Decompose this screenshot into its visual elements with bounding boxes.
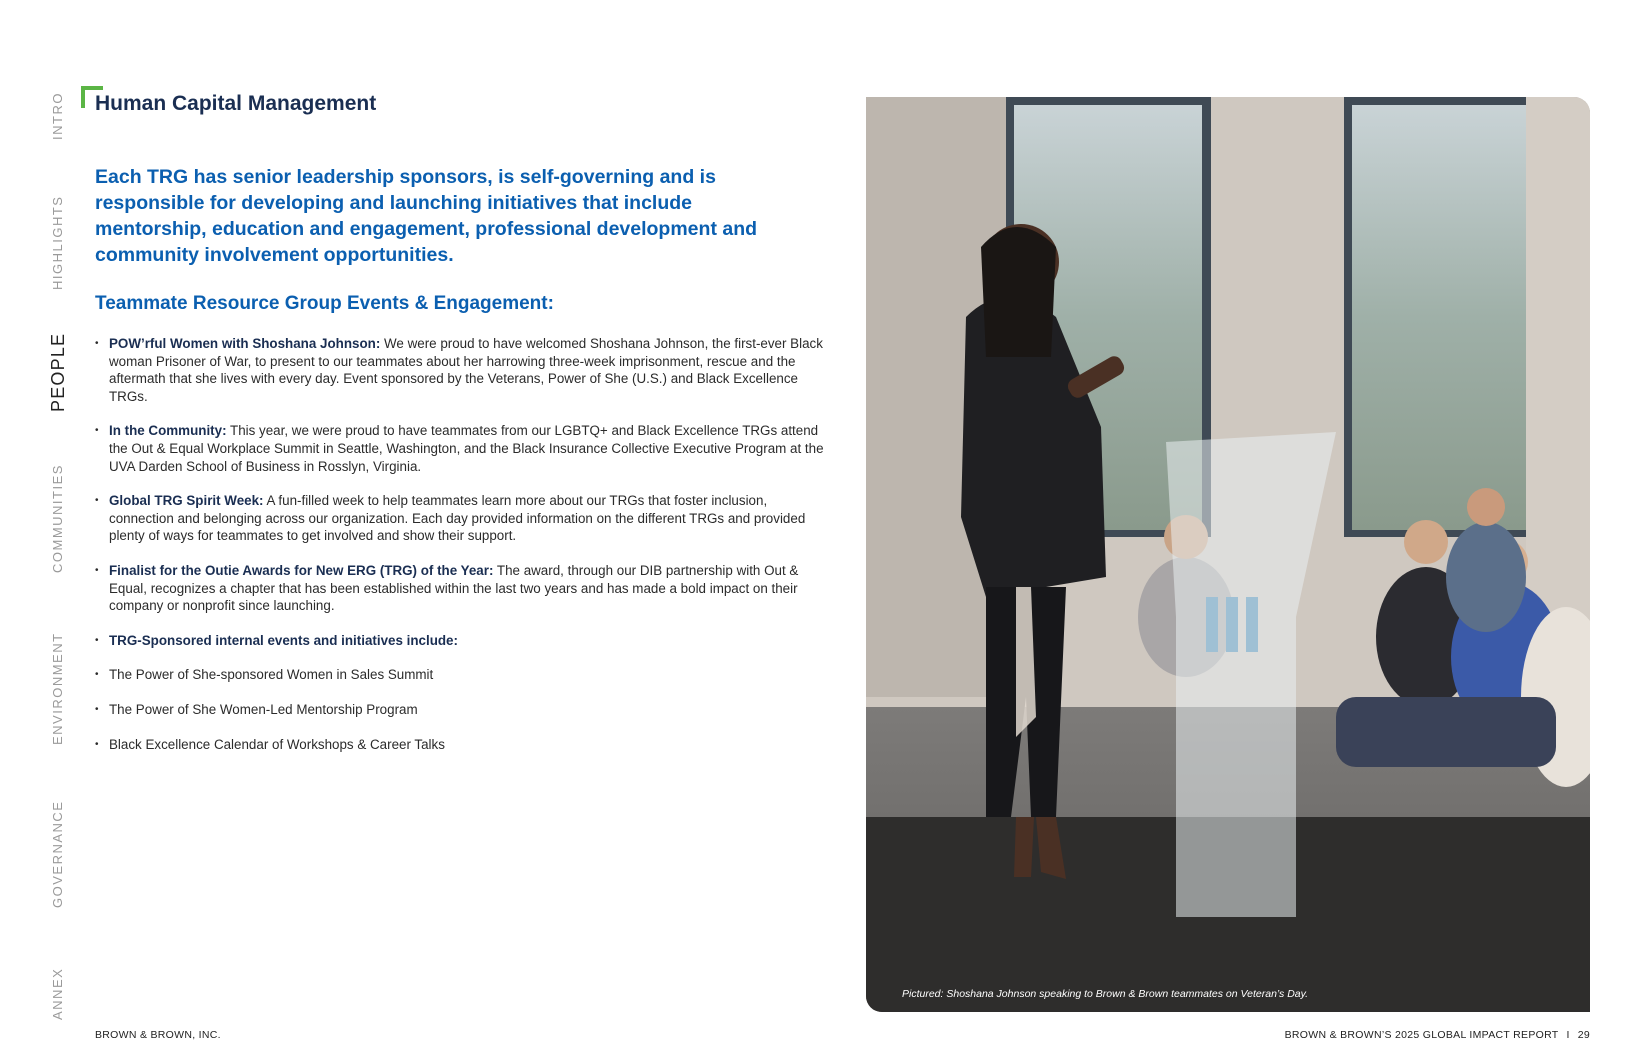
list-item-text: The Power of She Women-Led Mentorship Program [109,701,418,717]
lead-paragraph: Each TRG has senior leadership sponsors, is self-governing and is responsible for developing and launching initiatives that include mentorship, education and engagement, professional development and community involvement opportunities. [95,166,758,266]
list-item [95,422,825,475]
page-number: 29 [1577,1029,1590,1041]
footer-separator: I [1566,1029,1570,1041]
list-item-label: TRG-Sponsored internal events and initiatives include: [109,632,458,648]
list-item-text: Black Excellence Calendar of Workshops & Career Talks [109,736,445,752]
list-item-label: Global TRG Spirit Week: [109,493,264,509]
footer-company: BROWN & BROWN, INC. [95,1029,221,1041]
footer-report [1285,1029,1590,1041]
list-item-label: POW’rful Women with Shoshana Johnson: [109,336,381,351]
nav-item-environment[interactable]: ENVIRONMENT [50,632,65,745]
nav-item-communities[interactable]: COMMUNITIES [50,464,65,573]
subheading: Teammate Resource Group Events & Engagement: [95,293,554,314]
nav-item-highlights[interactable]: HIGHLIGHTS [50,195,65,290]
nav-item-governance[interactable]: GOVERNANCE [50,800,65,908]
nav-item-intro[interactable]: INTRO [50,92,65,140]
list-item [95,335,825,405]
nav-item-people[interactable]: PEOPLE [48,332,68,412]
list-item-label: In the Community: [109,423,227,439]
list-item-text: This year, we were proud to have teammates from our LGBTQ+ and Black Excellence TRGs attend the Out & Equal Workplace Summit in Seattle, Washington, and the Black Insurance Collective Executive Program at the UVA Darden School of Business in Rosslyn, Virginia. [109,423,824,474]
event-photo [866,97,1590,1012]
list-item [95,736,825,754]
events-list [95,335,825,753]
list-item [95,666,825,684]
photo-caption: Pictured: Shoshana Johnson speaking to Brown & Brown teammates on Veteran’s Day. [902,988,1309,1000]
list-item-label: Finalist for the Outie Awards for New ERG (TRG) of the Year: [109,562,494,578]
list-item [95,562,825,615]
list-item-text: The Power of She-sponsored Women in Sales Summit [109,667,434,683]
nav-item-annex[interactable]: ANNEX [50,967,65,1020]
list-item [95,492,825,545]
list-item [95,701,825,719]
list-item-text: The award, through our DIB partnership with Out & Equal, recognizes a chapter that has been established within the last two years and has made a bold impact on their company or nonprofit since launching. [109,562,799,614]
list-item-text: A fun-filled week to help teammates learn more about our TRGs that foster inclusion, connection and belonging across our organization. Each day provided information on the different TRGs and provided plenty of ways for teammates to get involved and show their support. [109,493,806,544]
section-nav [0,0,70,1056]
list-item-text: We were proud to have welcomed Shoshana Johnson, the first-ever Black woman Prisoner of War, to present to our teammates about her harrowing three-week imprisonment, rescue and the aftermath that she lives with every day. Event sponsored by the Veterans, Power of She (U.S.) and Black Excellence TRGs. [109,336,823,404]
photo-illustration [866,97,1590,1012]
footer-report-title: BROWN & BROWN’S 2025 GLOBAL IMPACT REPORT [1284,1029,1559,1041]
page-title: Human Capital Management [95,92,377,115]
list-item [95,632,825,650]
